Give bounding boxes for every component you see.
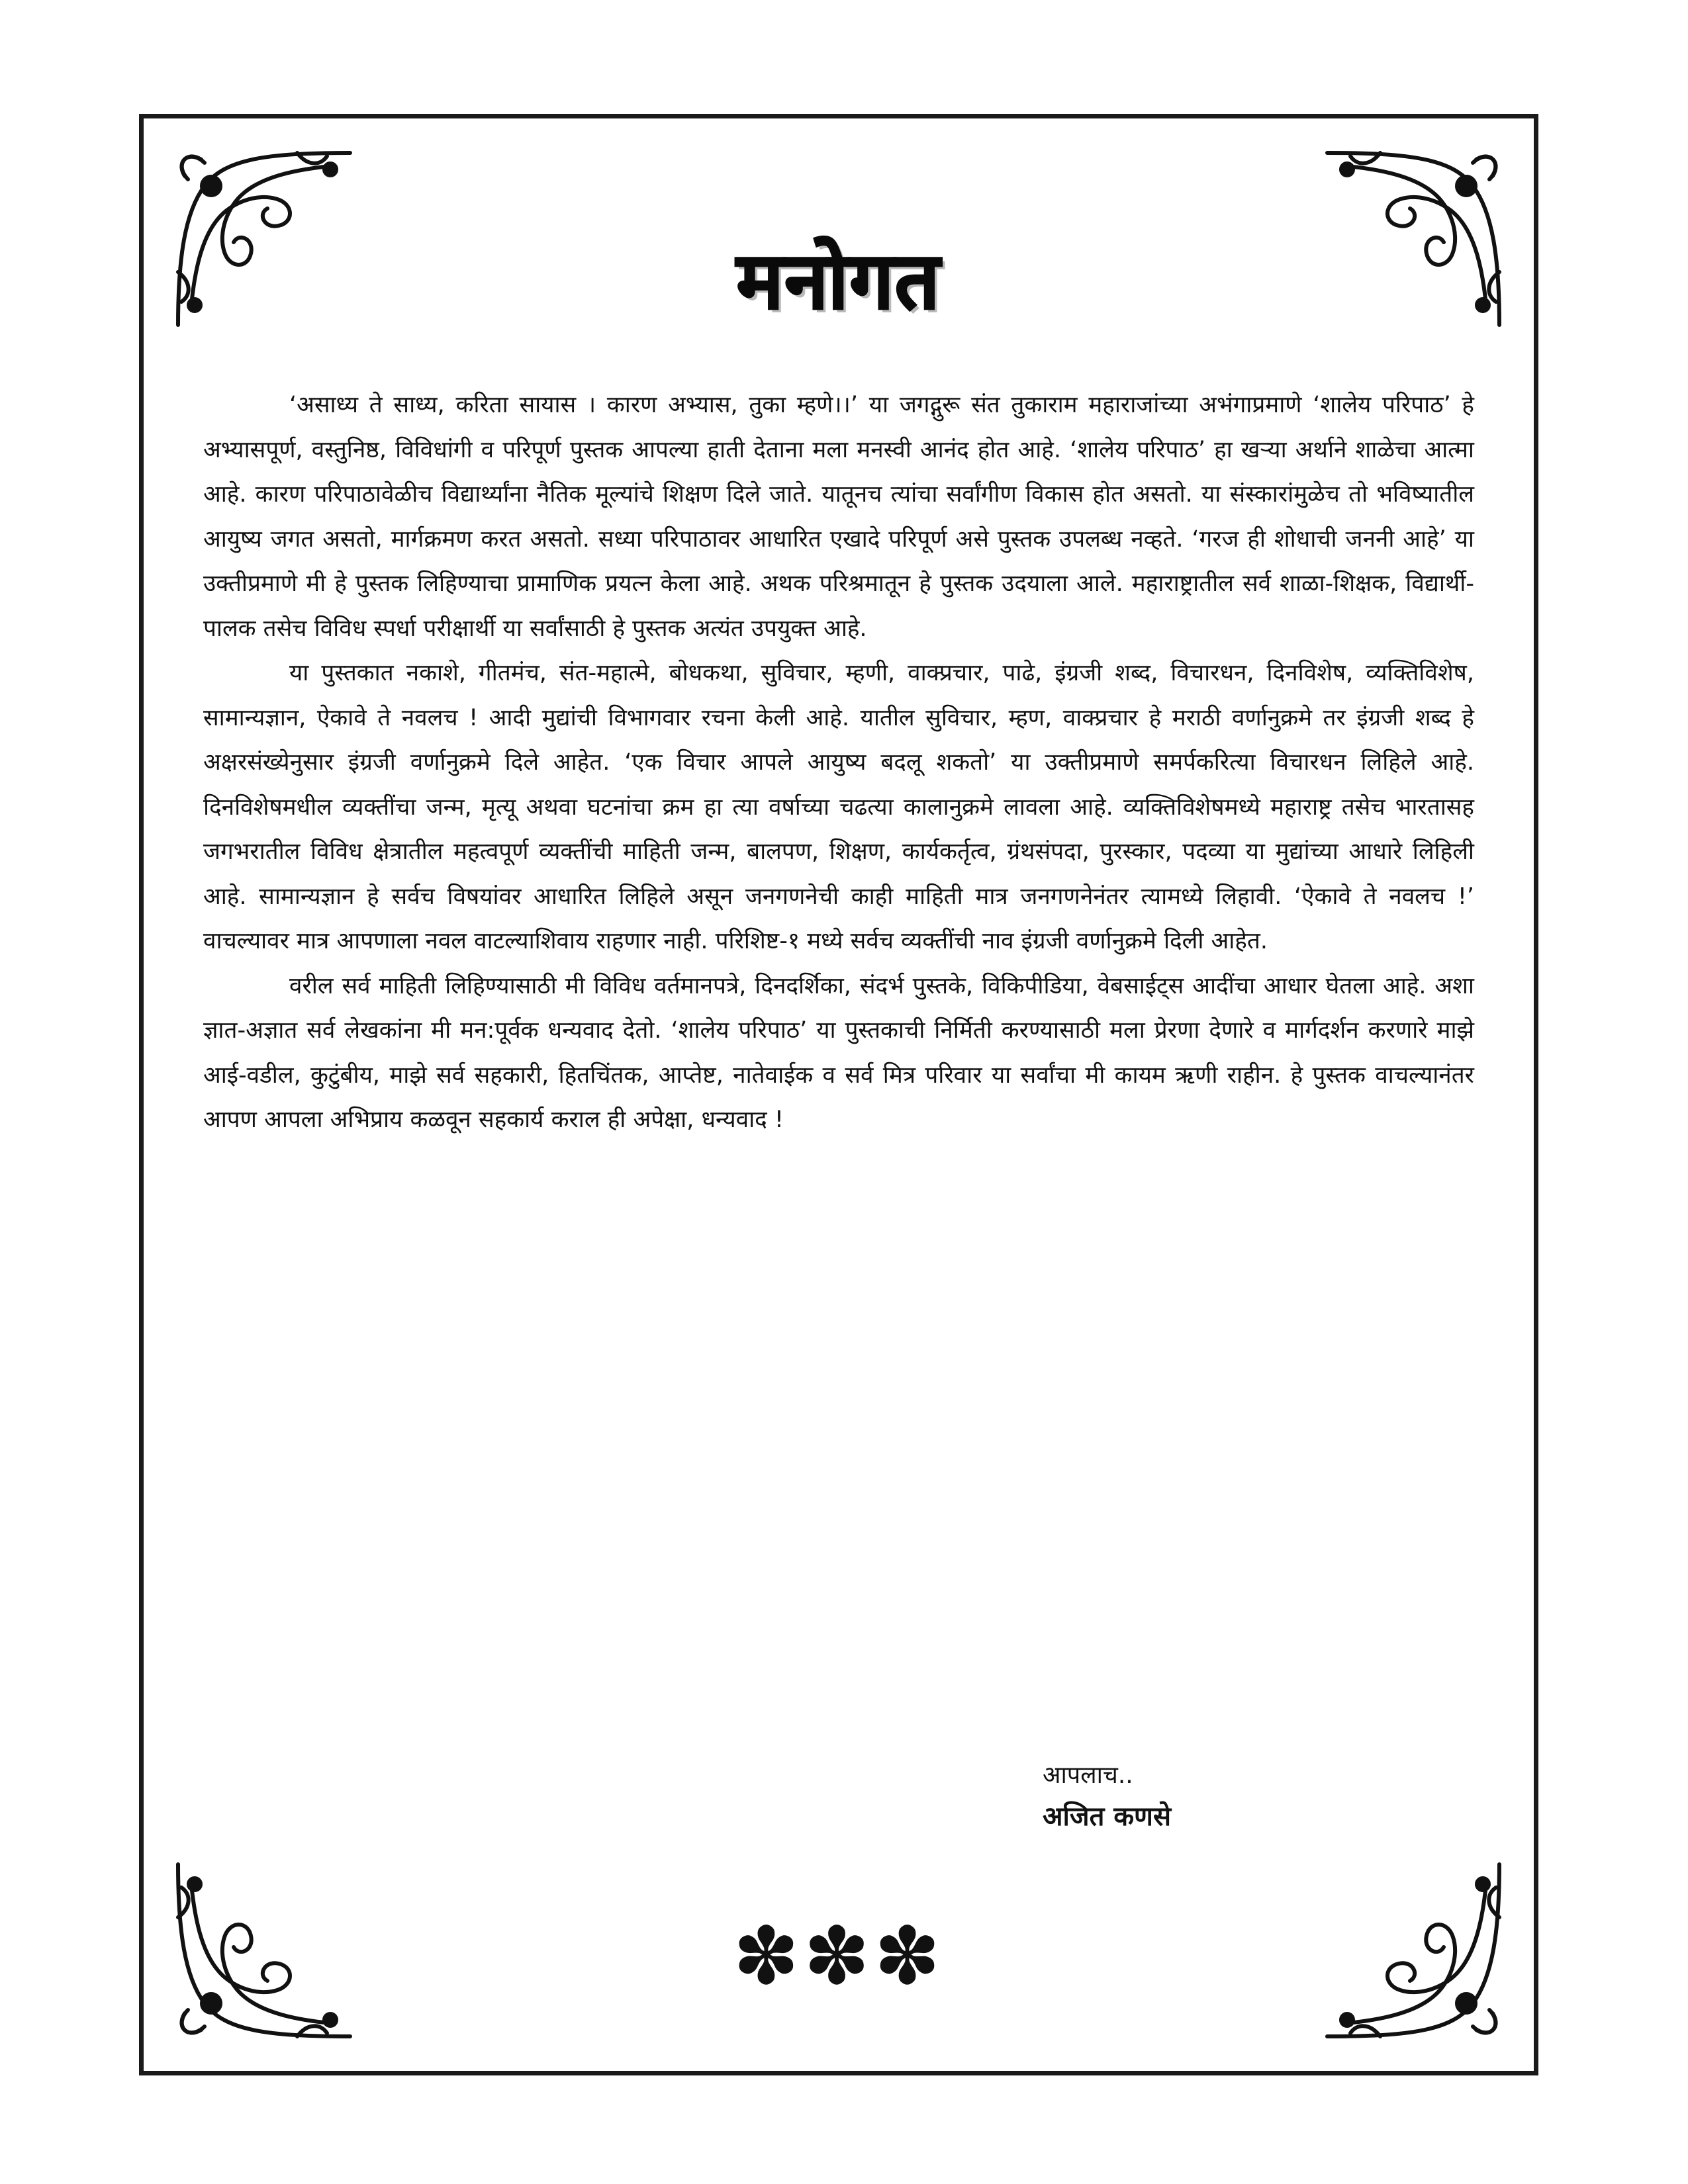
signature-block xyxy=(1043,1756,1171,1838)
paragraph: ‘असाध्य ते साध्य, करिता सायास । कारण अभ्यास, तुका म्हणे।।’ या जगद्गुरू संत तुकाराम महाराजांच्या अभंगाप्रमाणे ‘शालेय परिपाठ’ हे अभ्यासपूर्ण, वस्तुनिष्ठ, विविधांगी व परिपूर्ण पुस्तक आपल्या हाती देताना मला मनस्वी आनंद होत आहे. ‘शालेय परिपाठ’ हा खऱ्या अर्थाने शाळेचा आत्मा आहे. कारण परिपाठावेळीच विद्यार्थ्यांना नैतिक मूल्यांचे शिक्षण दिले जाते. यातूनच त्यांचा सर्वांगीण विकास होत असतो. या संस्कारांमुळेच तो भविष्यातील आयुष्य जगत असतो, मार्गक्रमण करत असतो. सध्या परिपाठावर आधारित एखादे परिपूर्ण असे पुस्तक उपलब्ध नव्हते. ‘गरज ही शोधाची जननी आहे’ या उक्तीप्रमाणे मी हे पुस्तक लिहिण्याचा प्रामाणिक प्रयत्न केला आहे. अथक परिश्रमातून हे पुस्तक उदयाला आले. महाराष्ट्रातील सर्व शाळा-शिक्षक, विद्यार्थी-पालक तसेच विविध स्पर्धा परीक्षार्थी या सर्वांसाठी हे पुस्तक अत्यंत उपयुक्त आहे. xyxy=(203,392,1474,642)
title-block xyxy=(144,224,1534,331)
author-name: अजित कणसे xyxy=(1043,1801,1172,1832)
paragraph: वरील सर्व माहिती लिहिण्यासाठी मी विविध वर्तमानपत्रे, दिनदर्शिका, संदर्भ पुस्तके, विकिपीडिया, वेबसाईट्स आदींचा आधार घेतला आहे. अशा ज्ञात-अज्ञात सर्व लेखकांना मी मन:पूर्वक धन्यवाद देतो. ‘शालेय परिपाठ’ या पुस्तकाची निर्मिती करण्यासाठी मला प्रेरणा देणारे व मार्गदर्शन करणारे माझे आई-वडील, कुटुंबीय, माझे सर्व सहकारी, हितचिंतक, आप्तेष्ट, नातेवाईक व सर्व मित्र परिवार या सर्वांचा मी कायम ऋणी राहीन. हे पुस्तक वाचल्यानंतर आपण आपला अभिप्राय कळवून सहकार्य कराल ही अपेक्षा, धन्यवाद ! xyxy=(203,972,1474,1133)
page-title: मनोगत xyxy=(736,235,941,326)
paragraph: या पुस्तकात नकाशे, गीतमंच, संत-महात्मे, बोधकथा, सुविचार, म्हणी, वाक्प्रचार, पाढे, इंग्रजी शब्द, विचारधन, दिनविशेष, व्यक्तिविशेष, सामान्यज्ञान, ऐकावे ते नवलच ! आदी मुद्यांची विभागवार रचना केली आहे. यातील सुविचार, म्हण, वाक्प्रचार हे मराठी वर्णानुक्रमे तर इंग्रजी शब्द हे अक्षरसंख्येनुसार इंग्रजी वर्णानुक्रमे दिले आहेत. ‘एक विचार आपले आयुष्य बदलू शकतो’ या उक्तीप्रमाणे समर्पकरित्या विचारधन लिहिले आहे. दिनविशेषमधील व्यक्तींचा जन्म, मृत्यू अथवा घटनांचा क्रम हा त्या वर्षाच्या चढत्या कालानुक्रमे लावला आहे. व्यक्तिविशेषमध्ये महाराष्ट्र तसेच भारतासह जगभरातील विविध क्षेत्रातील महत्वपूर्ण व्यक्तींची माहिती जन्म, बालपण, शिक्षण, कार्यकर्तृत्व, ग्रंथसंपदा, पुरस्कार, पदव्या या मुद्यांच्या आधारे लिहिली आहे. सामान्यज्ञान हे सर्वच विषयांवर आधारित लिहिले असून जनगणनेची काही माहिती मात्र जनगणनेनंतर त्यामध्ये लिहावी. ‘ऐकावे ते नवलच !’ वाचल्यावर मात्र आपणाला नवल वाटल्याशिवाय राहणार नाही. परिशिष्ट-१ मध्ये सर्वच व्यक्तींची नाव इंग्रजी वर्णानुक्रमे दिली आहेत. xyxy=(203,660,1474,954)
signature-lead: आपलाच.. xyxy=(1043,1762,1133,1789)
body-text xyxy=(203,383,1474,1143)
footer-ornament: ✽✽✽ xyxy=(733,1911,945,2003)
page-border-frame xyxy=(139,114,1538,2075)
